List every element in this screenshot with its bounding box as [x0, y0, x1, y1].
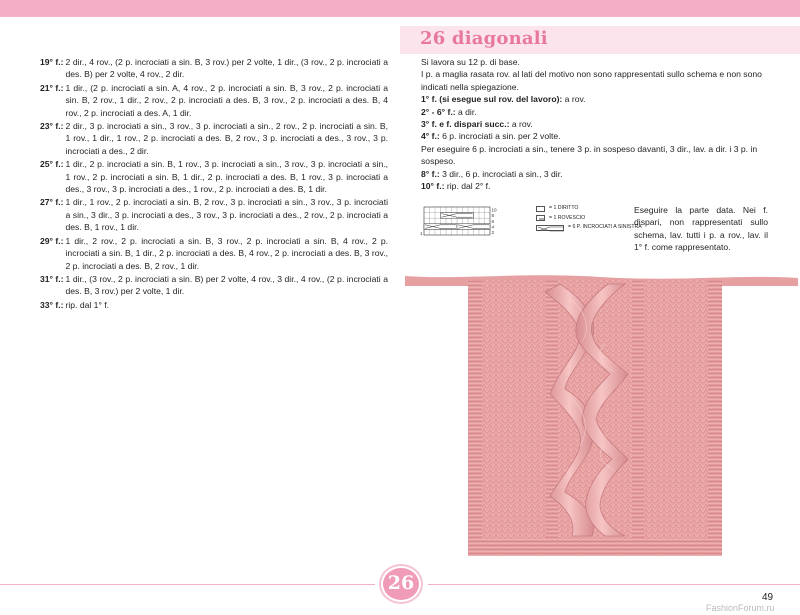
row-label: 29° f.:: [40, 235, 64, 246]
knit-swatch-image: [400, 274, 800, 564]
intro-label: 2° - 6° f.:: [421, 106, 456, 117]
intro-line: [421, 180, 771, 192]
intro-text: a rov.: [509, 119, 533, 130]
instruction-row: [40, 196, 388, 233]
legend-label: = 6 P. INCROCIATI A SINISTRA: [568, 224, 642, 230]
intro-label: 1° f. (si esegue sul rov. del lavoro):: [421, 94, 563, 105]
legend-label: = 1 DIRITTO: [549, 205, 579, 211]
stitch-chart: [420, 204, 498, 238]
row-text: 2 dir., 3 p. incrociati a sin., 3 rov., 3 p. incrociati a sin., 2 rov., 2 p. incrociati a sin. B, 1 rov., 1 dir., 1 rov., 2 p. incrociati a des. B, 2 rov., 3 p. incrociati a des., 3 rov., 3 p. incrociati a des., 2 dir.: [65, 121, 388, 156]
row-text: 1 dir., 2 rov., 2 p. incrociati a sin. B, 3 rov., 2 p. incrociati a sin. B, 4 rov., 2 p. incrociati a sin. B, 1 dir., 2 p. incrociati a des. B, 4 rov., 2 p. incrociati a des. B, 3 rov., 2 p. incrociati a des. B, 2 rov., 1 dir.: [65, 235, 388, 271]
row-label: 27° f.:: [40, 197, 64, 208]
row-label: 31° f.:: [40, 273, 64, 284]
chart-legend: [536, 204, 642, 233]
footer-line-left: [0, 584, 375, 585]
footer-line-right: [428, 584, 800, 585]
intro-text: Per eseguire 6 p. incrociati a sin., tenere 3 p. in sospeso davanti, 3 dir., lav. a dir. i 3 p. in sospeso.: [421, 143, 758, 167]
intro-label: 10° f.:: [421, 181, 445, 192]
pattern-badge: [373, 566, 429, 602]
legend-item: [536, 223, 642, 233]
instructions-right: [421, 56, 771, 192]
top-band: [0, 0, 800, 17]
legend-item: [536, 214, 642, 224]
instructions-left: [40, 56, 388, 312]
intro-text: Si lavora su 12 p. di base.: [421, 57, 520, 67]
row-label: 19° f.:: [40, 57, 64, 67]
intro-line: [421, 143, 771, 168]
intro-text: I p. a maglia rasata rov. al lati del motivo non sono rappresentati sullo schema e non sono indicati nella spiegazione.: [421, 69, 762, 92]
legend-item: [536, 204, 642, 214]
row-label: 25° f.:: [40, 159, 64, 170]
instruction-row: [40, 120, 388, 157]
watermark: FashionForum.ru: [706, 603, 775, 613]
row-text: 2 dir., 4 rov., (2 p. incrociati a sin. B, 3 rov.) per 2 volte, 1 dir., (3 rov., 2 p. incrociati a des. B) per 2 volte, 4 rov., 2 dir.: [65, 57, 388, 80]
intro-text: a rov.: [562, 94, 586, 105]
swatch-photo: [400, 274, 800, 564]
intro-line: [421, 56, 771, 68]
intro-line: [421, 106, 771, 118]
intro-text: 3 dir., 6 p. incrociati a sin., 3 dir.: [439, 168, 563, 179]
chart-row-number: 6: [491, 218, 495, 224]
intro-label: 4° f.:: [421, 131, 440, 142]
intro-text: a dir.: [455, 106, 477, 117]
legend-label: = 1 ROVESCIO: [549, 214, 586, 221]
row-text: 1 dir., 2 p. incrociati a sin. B, 1 rov., 3 p. incrociati a sin., 3 rov., 3 p. incrociati a sin., 1 rov., 2 p. incrociati a sin. B, 1 dir., 2 p. incrociati a des. B, 1 rov., 3 p. incrociati a des., 3 rov., 3 p. incrociati a des., 1 rov., 2 p. incrociati a des. B, 1 dir.: [65, 159, 388, 195]
intro-label: 3° f. e f. dispari succ.:: [421, 119, 510, 130]
row-text: 1 dir., (2 p. incrociati a sin. A, 4 rov., 2 p. incrociati a sin. B, 3 rov., 2 p. incrociati a sin. B, 2 rov., 1 dir., 2 rov., 2 p. incrociati a des. B, 3 rov., 2 p. incrociati a des. B, 4 rov., 2 p. incrociati a des. A, 1 dir.: [65, 82, 388, 118]
row-text: 1 dir., (3 rov., 2 p. incrociati a sin. B) per 2 volte, 4 rov., 3 dir., 4 rov., (2 p. incrociati a des. B, 3 rov.) per 2 volte, 1 dir.: [65, 273, 388, 297]
intro-text: 6 p. incrociati a sin. per 2 volte.: [439, 131, 561, 142]
intro-line: [421, 68, 771, 93]
knit-symbol-icon: [536, 206, 545, 212]
instruction-row: [40, 56, 388, 81]
chart-row-number: 8: [491, 213, 495, 219]
intro-text: rip. dal 2° f.: [444, 181, 491, 192]
instruction-row: [40, 299, 388, 311]
row-text: rip. dal 1° f.: [65, 299, 110, 310]
instruction-row: [40, 158, 388, 195]
chart-row-number: 4: [491, 224, 495, 230]
page-number: 49: [762, 592, 774, 603]
intro-line: [421, 93, 771, 105]
purl-symbol-icon: [536, 215, 545, 221]
chart-row-number: 10: [491, 207, 497, 213]
instruction-row: [40, 273, 388, 298]
instruction-row: [40, 82, 388, 119]
row-label: 21° f.:: [40, 82, 64, 93]
side-note: Eseguire la parte data. Nei f. dispari, non rappresentati sullo schema, lav. tutti i p. a rov., lav. il 1° f. come rappresentato.: [634, 205, 768, 253]
pattern-title: 26 diagonali: [420, 28, 548, 49]
chart-row-number: 2: [491, 230, 495, 235]
row-text: 1 dir., 1 rov., 2 p. incrociati a sin. B, 2 rov., 3 p. incrociati a sin., 3 rov., 3 p. incrociati a sin., 3 dir., 3 p. incrociati a des., 3 rov., 3 p. incrociati a des., 2 rov., 2 p. incrociati a des. B, 1 rov., 1 dir.: [65, 197, 388, 233]
row-label: 33° f.:: [40, 299, 64, 310]
row-label: 23° f.:: [40, 121, 64, 132]
intro-line: [421, 118, 771, 130]
intro-label: 8° f.:: [421, 168, 440, 179]
badge-number: 26: [387, 572, 415, 594]
intro-line: [421, 168, 771, 180]
chart-row-start: 1: [420, 231, 423, 236]
instruction-row: [40, 235, 388, 272]
intro-line: [421, 130, 771, 142]
cross-symbol-icon: [536, 225, 564, 231]
